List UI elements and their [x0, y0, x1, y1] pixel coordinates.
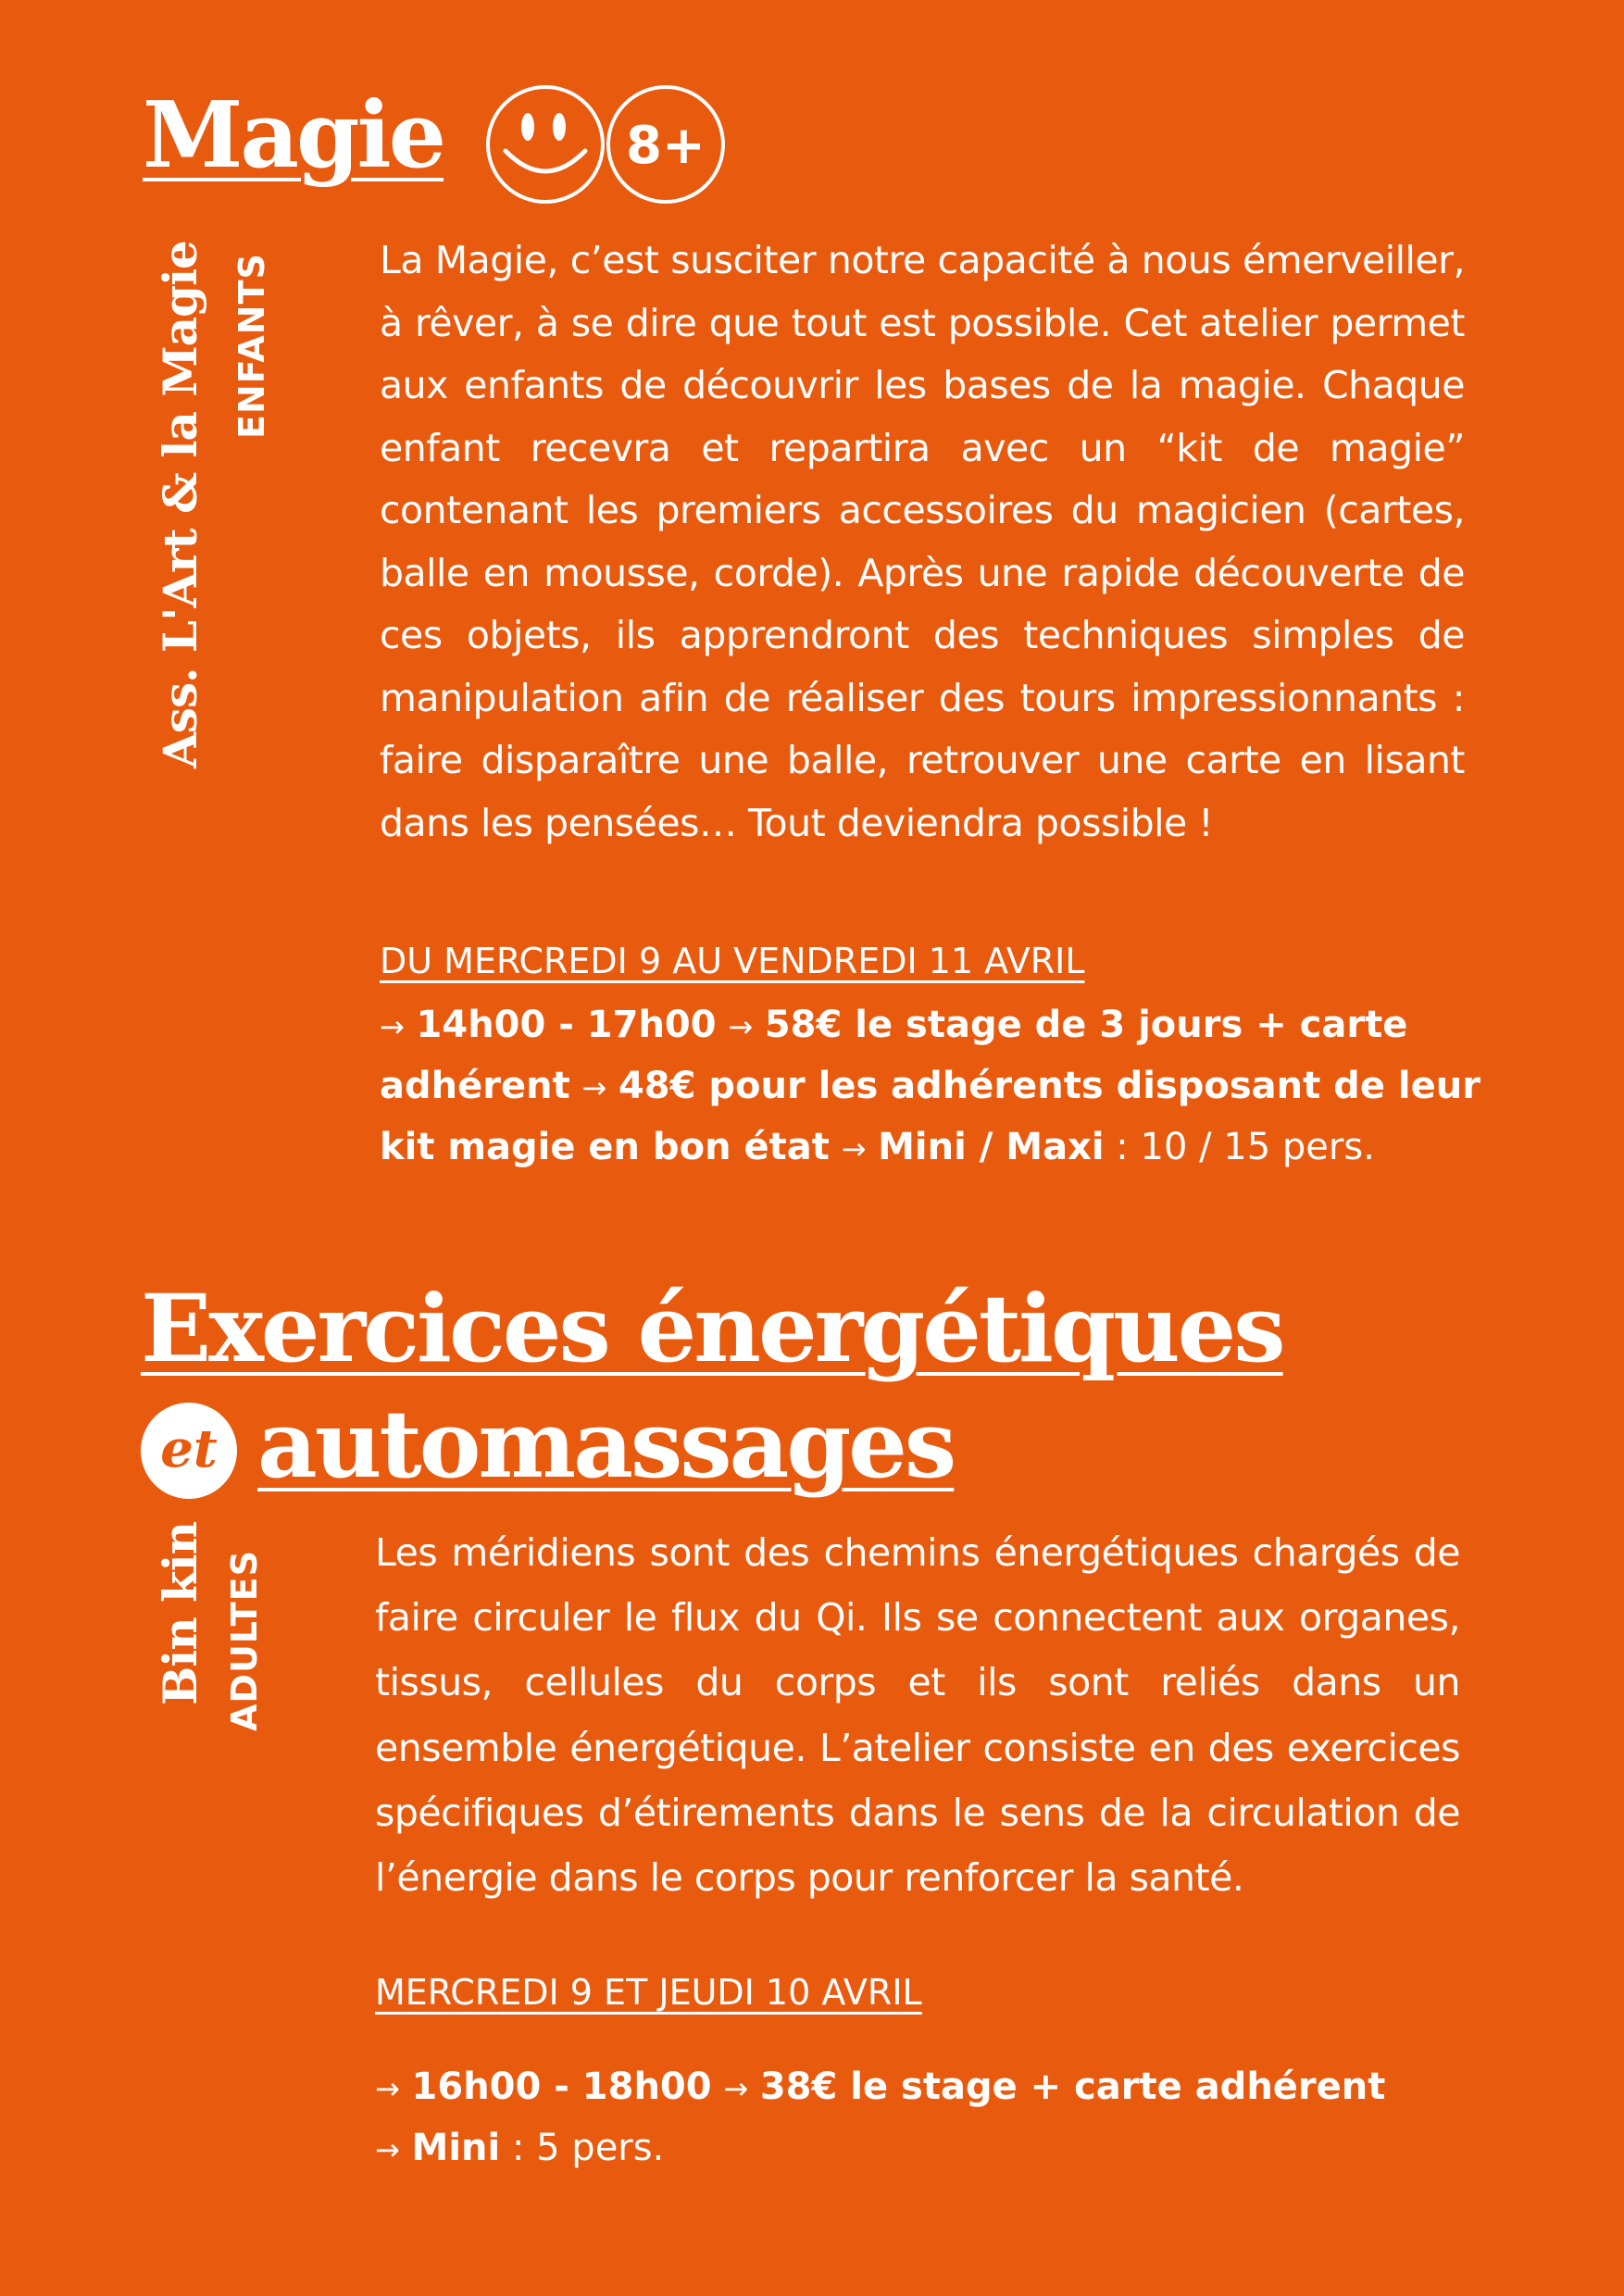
arrow-right-icon: → — [375, 2132, 400, 2167]
exercices-title-line1: Exercices énergétiques — [141, 1274, 1283, 1383]
magie-capacity-value: : 10 / 15 pers. — [1116, 1126, 1375, 1168]
exercices-info — [375, 2057, 1486, 2179]
magie-title: Magie — [143, 82, 444, 189]
arrow-right-icon: → — [723, 2071, 749, 2106]
arrow-right-icon: → — [728, 1009, 754, 1044]
exercices-audience: ADULTES — [224, 1550, 265, 1731]
magie-price: 58€ le stage de 3 jours + carte adhérent — [380, 1004, 1408, 1107]
magie-description: La Magie, c’est susciter notre capacité à nous émerveiller, à rêver, à se dire que tout est possible. Cet atelier permet aux enfants de découvrir les bases de la magie. Chaque enfant recevra et repartira avec un “kit de magie” contenant les premiers accessoires du magicien (cartes, balle en mousse, corde). Après une rapide découverte de ces objets, ils apprendront des techniques simples de manipulation afin de réaliser des tours impressionnants : faire disparaître une balle, retrouver une carte en lisant dans les pensées… Tout deviendra possible ! — [380, 238, 1465, 845]
exercices-title-line2: automassages — [257, 1390, 955, 1499]
exercices-capacity-label: Mini — [411, 2127, 501, 2169]
arrow-right-icon: → — [841, 1131, 867, 1167]
magie-capacity-label: Mini / Maxi — [878, 1126, 1105, 1168]
exercices-organizer: Bin kin — [153, 1521, 207, 1705]
magie-dates: DU MERCREDI 9 AU VENDREDI 11 AVRIL — [380, 941, 1085, 981]
magie-info — [380, 995, 1491, 1179]
exercices-hours: 16h00 - 18h00 — [411, 2065, 712, 2108]
arrow-right-icon: → — [380, 1009, 405, 1044]
magie-price-members: 48€ pour les adhérents disposant de leur kit magie en bon état — [380, 1065, 1480, 1168]
arrow-right-icon: → — [581, 1070, 607, 1105]
age-label: 8+ — [626, 116, 706, 176]
exercices-capacity-value: : 5 pers. — [511, 2127, 665, 2169]
magie-audience: ENFANTS — [231, 253, 272, 439]
smiley-face-icon — [488, 87, 603, 202]
exercices-price: 38€ le stage + carte adhérent — [759, 2065, 1386, 2108]
exercices-description: Les méridiens sont des chemins énergétiques chargés de faire circuler le flux du Qi. Ils se connectent aux organes, tissus, cellules du corps et ils sont reliés dans un ensemble énergétique. L’atelier consiste en des exercices spécifiques d’étirements dans le sens de la circulation de l’énergie dans le corps pour renforcer la santé. — [375, 1530, 1460, 1901]
et-circle-badge: et — [141, 1403, 237, 1499]
exercices-dates: MERCREDI 9 ET JEUDI 10 AVRIL — [375, 1972, 922, 2013]
age-badge — [483, 82, 728, 206]
magie-organizer: Ass. L'Art & la Magie — [153, 241, 207, 768]
arrow-right-icon: → — [375, 2071, 400, 2106]
magie-hours: 14h00 - 17h00 — [416, 1004, 717, 1046]
